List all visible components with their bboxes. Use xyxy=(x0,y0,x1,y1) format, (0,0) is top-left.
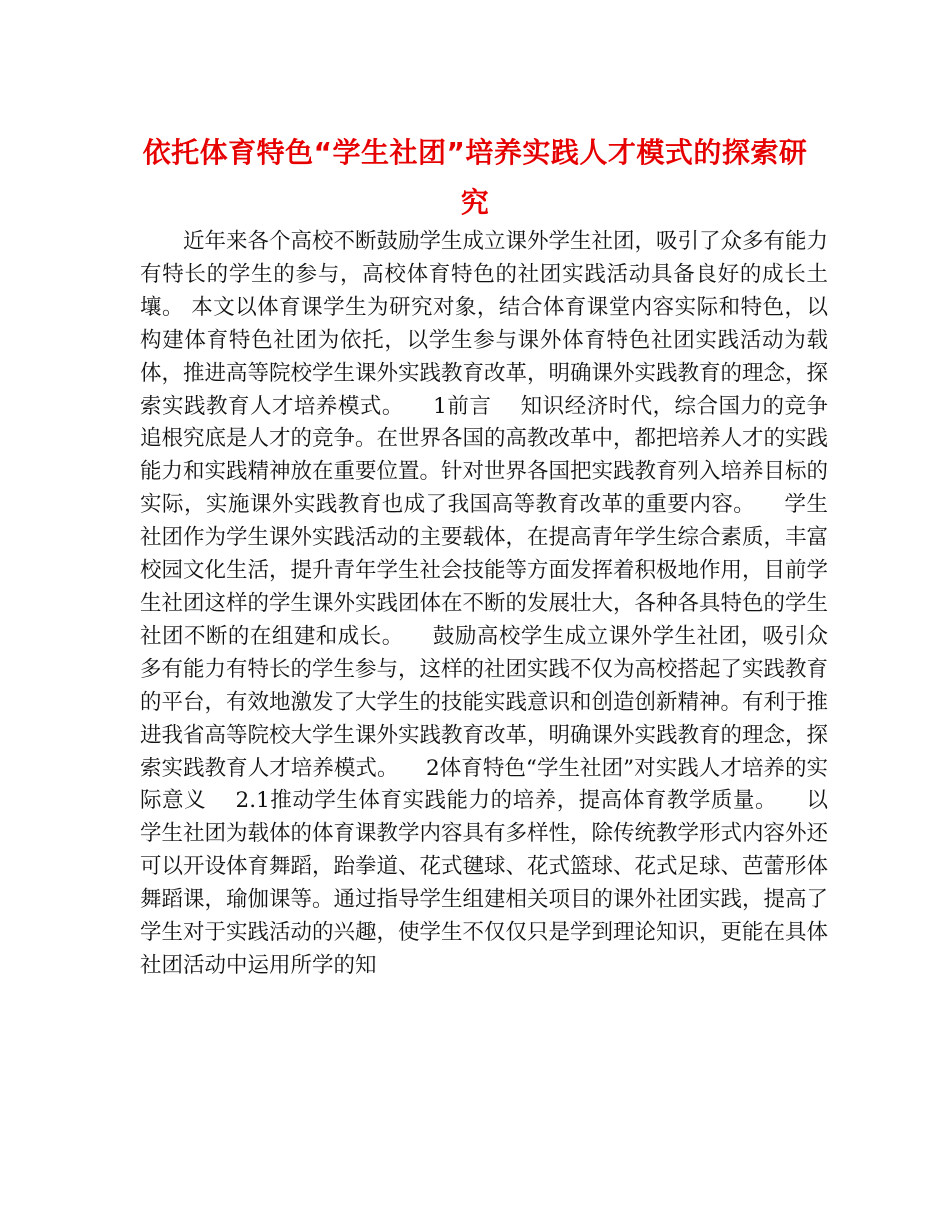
document-body: 近年来各个高校不断鼓励学生成立课外学生社团，吸引了众多有能力有特长的学生的参与，高校体育特色的社团实践活动具备良好的成长土壤。 本文以体育课学生为研究对象，结合体育课堂内容实际和特色，以构建体育特色社团为依托，以学生参与课外体育特色社团实践活动为载体，推进高等院校学生课外实践教育改革，明确课外实践教育的理念，探索实践教育人才培养模式。 1前言 知识经济时代，综合国力的竞争追根究底是人才的竞争。在世界各国的高教改革中，都把培养人才的实践能力和实践精神放在重要位置。针对世界各国把实践教育列入培养目标的实际，实施课外实践教育也成了我国高等教育改革的重要内容。 学生社团作为学生课外实践活动的主要载体，在提高青年学生综合素质，丰富校园文化生活，提升青年学生社会技能等方面发挥着积极地作用，目前学生社团这样的学生课外实践团体在不断的发展壮大，各种各具特色的学生社团不断的在组建和成长。 鼓励高校学生成立课外学生社团，吸引众多有能力有特长的学生参与，这样的社团实践不仅为高校搭起了实践教育的平台，有效地激发了大学生的技能实践意识和创造创新精神。有利于推进我省高等院校大学生课外实践教育改革，明确课外实践教育的理念，探索实践教育人才培养模式。 2体育特色“学生社团”对实践人才培养的实际意义 2.1推动学生体育实践能力的培养，提高体育教学质量。 以学生社团为载体的体育课教学内容具有多样性，除传统教学形式内容外还可以开设体育舞蹈，跆拳道、花式毽球、花式篮球、花式足球、芭蕾形体舞蹈课，瑜伽课等。通过指导学生组建相关项目的课外社团实践，提高了学生对于实践活动的兴趣，使学生不仅仅只是学到理论知识，更能在具体社团活动中运用所学的知 xyxy=(140,229,829,978)
document-title: 依托体育特色“学生社团”培养实践人才模式的探索研究 xyxy=(142,136,808,219)
